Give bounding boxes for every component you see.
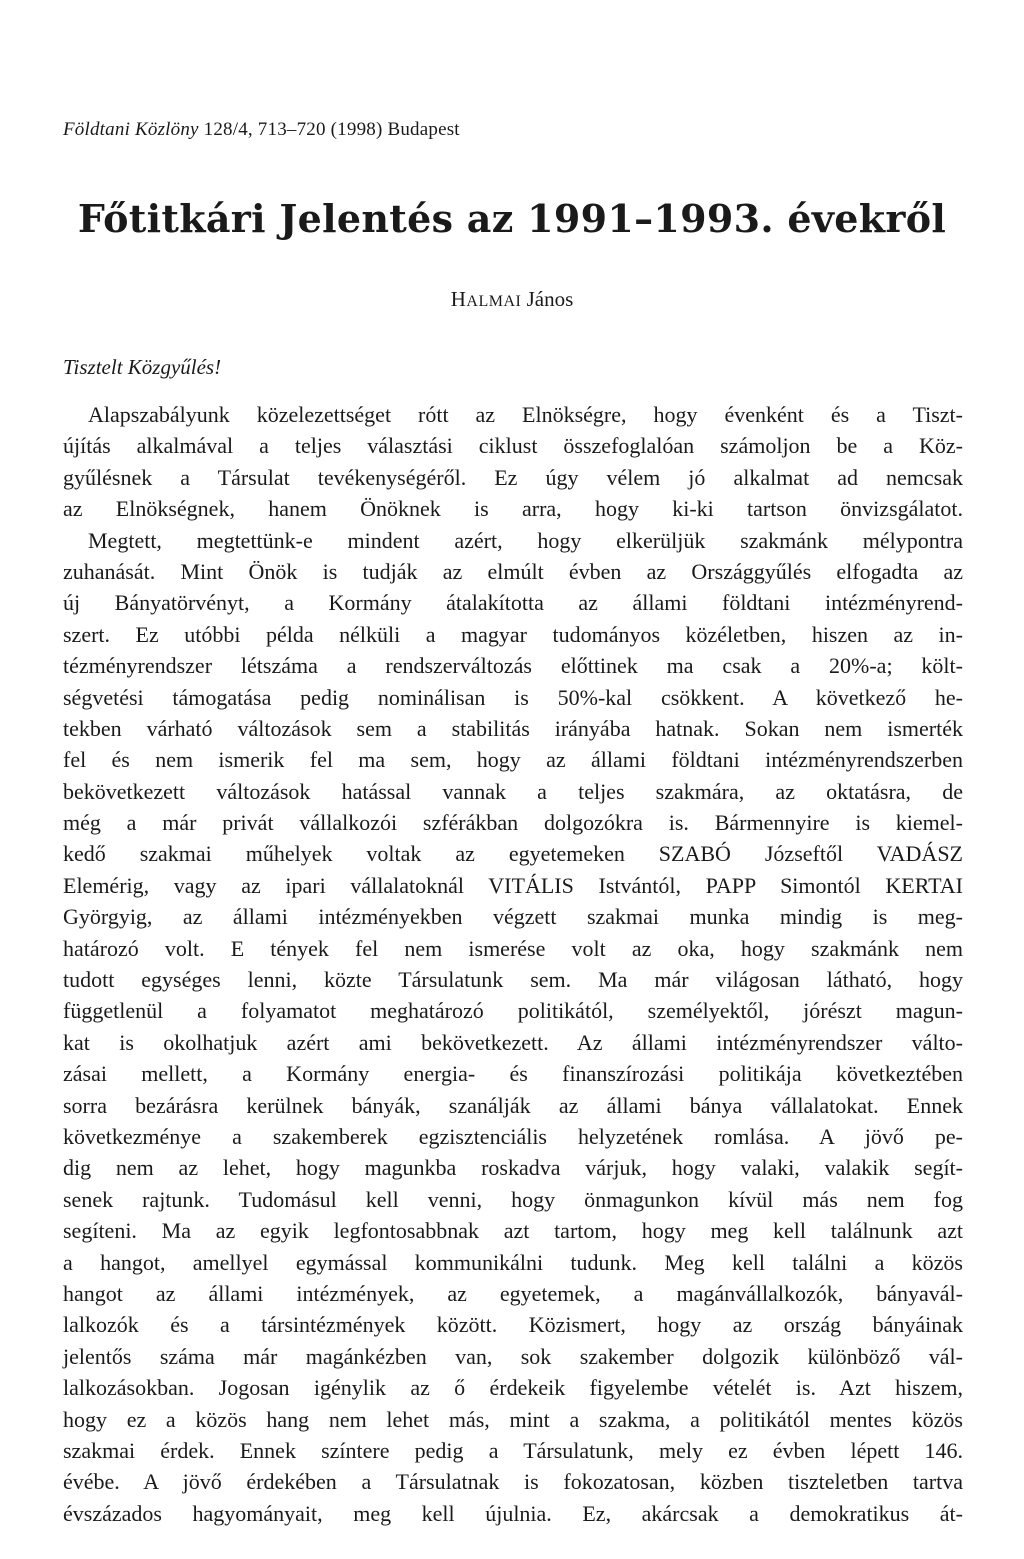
body-line: Elemérig, vagy az ipari vállalatoknál VITÁLIS Istvántól, PAPP Simontól KERTAI [63, 872, 963, 898]
author-surname [451, 287, 522, 311]
body-line: szakmai érdek. Ennek színtere pedig a Társulatunk, mely ez évben lépett 146. [63, 1437, 963, 1463]
body-line: függetlenül a folyamatot meghatározó politikától, személyektől, jórészt magun- [63, 998, 963, 1024]
body-line: kat is okolhatjuk azért ami bekövetkezett. Az állami intézményrendszer válto- [63, 1029, 963, 1055]
body-line: tudott egységes lenni, közte Társulatunk sem. Ma már világosan látható, hogy [63, 967, 963, 993]
journal-reference [63, 119, 460, 141]
body-line: még a már privát vállalkozói szférákban dolgozókra is. Bármennyire is kiemel- [63, 810, 963, 836]
body-line: Györgyig, az állami intézményekben végzett szakmai munka mindig is meg- [63, 904, 963, 930]
body-line: szert. Ez utóbbi példa nélküli a magyar tudományos közéletben, hiszen az in- [63, 621, 963, 647]
body-line: ségvetési támogatása pedig nominálisan is 50%-kal csökkent. A következő he- [63, 684, 963, 710]
author-name [0, 287, 1024, 312]
body-line: határozó volt. E tények fel nem ismerése volt az oka, hogy szakmánk nem [63, 935, 963, 961]
body-line: dig nem az lehet, hogy magunkba roskadva várjuk, hogy valaki, valakik segít- [63, 1155, 963, 1181]
body-line: jelentős száma már magánkézben van, sok szakember dolgozik különböző vál- [63, 1343, 963, 1369]
author-surname-rest: ALMAI [466, 293, 522, 310]
body-line: sorra bezárásra kerülnek bányák, szanálják az állami bánya vállalatokat. Ennek [63, 1092, 963, 1118]
body-line: a hangot, amellyel egymással kommunikálni tudunk. Meg kell találni a közös [63, 1249, 963, 1275]
body-line: az Elnökségnek, hanem Önöknek is arra, hogy ki-ki tartson önvizsgálatot. [63, 496, 963, 522]
body-line: lalkozásokban. Jogosan igénylik az ő érdekeik figyelembe vételét is. Azt hiszem, [63, 1375, 963, 1401]
body-line: tézményrendszer létszáma a rendszerváltozás előttinek ma csak a 20%-a; költ- [63, 653, 963, 679]
body-line: új Bányatörvényt, a Kormány átalakította az állami földtani intézményrend- [63, 590, 963, 616]
page-title: Főtitkári Jelentés az 1991–1993. évekről [77, 196, 947, 241]
body-line: évébe. A jövő érdekében a Társulatnak is fokozatosan, közben tiszteletben tartva [63, 1469, 963, 1495]
journal-name: Földtani Közlöny [63, 119, 199, 140]
body-line: hogy ez a közös hang nem lehet más, mint a szakma, a politikától mentes közös [63, 1406, 963, 1432]
body-line: zuhanását. Mint Önök is tudják az elmúlt évben az Országgyűlés elfogadta az [63, 558, 963, 584]
body-line: következménye a szakemberek egzisztenciális helyzetének romlása. A jövő pe- [63, 1123, 963, 1149]
body-line: Alapszabályunk közelezettséget rótt az Elnökségre, hogy évenként és a Tiszt- [88, 402, 963, 427]
body-line: Megtett, megtettünk-e mindent azért, hogy elkerüljük szakmánk mélypontra [88, 527, 963, 553]
body-text [63, 399, 963, 1529]
body-line: zásai mellett, a Kormány energia- és finanszírozási politikája következtében [63, 1061, 963, 1087]
author-surname-initial: H [450, 287, 467, 311]
body-line: tekben várható változások sem a stabilitás irányába hatnak. Sokan nem ismerték [63, 715, 963, 741]
body-line: senek rajtunk. Tudomásul kell venni, hogy önmagunkon kívül más nem fog [63, 1186, 963, 1212]
author-given-name: János [526, 287, 574, 311]
citation-details: 128/4, 713–720 (1998) Budapest [203, 119, 460, 140]
body-line: hangot az állami intézmények, az egyetemek, a magánvállalkozók, bányavál- [63, 1280, 963, 1306]
body-line: bekövetkezett változások hatással vannak a teljes szakmára, az oktatásra, de [63, 778, 963, 804]
body-line: lalkozók és a társintézmények között. Közismert, hogy az ország bányáinak [63, 1312, 963, 1338]
salutation: Tisztelt Közgyűlés! [63, 355, 222, 379]
body-line: fel és nem ismerik fel ma sem, hogy az állami földtani intézményrendszerben [63, 747, 963, 773]
body-line: gyűlésnek a Társulat tevékenységéről. Ez úgy vélem jó alkalmat ad nemcsak [63, 464, 963, 490]
body-line: segíteni. Ma az egyik legfontosabbnak azt tartom, hogy meg kell találnunk azt [63, 1218, 963, 1244]
body-line: kedő szakmai műhelyek voltak az egyetemeken SZABÓ Józseftől VADÁSZ [63, 841, 963, 867]
body-line: évszázados hagyományait, meg kell újulnia. Ez, akárcsak a demokratikus át- [63, 1500, 963, 1526]
body-line: újítás alkalmával a teljes választási ciklust összefoglalóan számoljon be a Köz- [63, 433, 963, 459]
